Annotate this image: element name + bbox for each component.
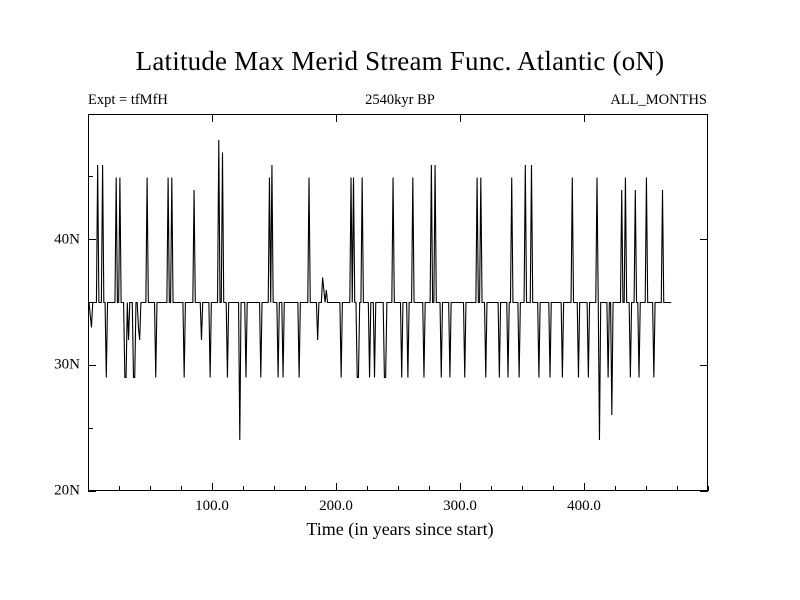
- experiment-label: Expt = tfMfH: [88, 92, 168, 108]
- y-minor-tick: [88, 302, 93, 303]
- x-tick-label: 400.0: [567, 498, 601, 514]
- x-minor-tick: [708, 486, 709, 491]
- x-minor-tick: [274, 486, 275, 491]
- y-tick-label: 40N: [54, 231, 80, 248]
- x-minor-tick: [243, 486, 244, 491]
- series-line: [89, 115, 707, 490]
- x-tick-mark: [460, 483, 461, 491]
- x-tick-mark: [584, 483, 585, 491]
- y-tick-mark: [88, 239, 96, 240]
- x-minor-tick: [646, 486, 647, 491]
- y-tick-mark-right: [700, 365, 708, 366]
- plot-area: [88, 114, 708, 491]
- x-tick-mark-top: [336, 114, 337, 122]
- chart-subtitle: 2540kyr BP: [365, 92, 435, 108]
- x-tick-label: 200.0: [319, 498, 353, 514]
- x-tick-mark: [336, 483, 337, 491]
- x-minor-tick: [615, 486, 616, 491]
- x-tick-mark-top: [212, 114, 213, 122]
- x-minor-tick: [305, 486, 306, 491]
- y-tick-label: 20N: [54, 482, 80, 499]
- months-label: ALL_MONTHS: [610, 92, 707, 108]
- x-minor-tick: [491, 486, 492, 491]
- x-minor-tick: [119, 486, 120, 491]
- y-tick-mark: [88, 491, 96, 492]
- y-tick-mark: [88, 365, 96, 366]
- x-axis-label: Time (in years since start): [306, 519, 494, 539]
- x-minor-tick: [181, 486, 182, 491]
- x-minor-tick: [150, 486, 151, 491]
- x-tick-label: 100.0: [195, 498, 229, 514]
- y-minor-tick: [88, 114, 93, 115]
- y-tick-label: 30N: [54, 356, 80, 373]
- x-minor-tick: [522, 486, 523, 491]
- x-minor-tick: [429, 486, 430, 491]
- chart-title: Latitude Max Merid Stream Func. Atlantic (oN): [135, 46, 665, 76]
- x-minor-tick: [553, 486, 554, 491]
- y-tick-mark-right: [700, 239, 708, 240]
- x-minor-tick: [88, 486, 89, 491]
- y-minor-tick: [88, 428, 93, 429]
- x-minor-tick: [367, 486, 368, 491]
- x-tick-mark-top: [584, 114, 585, 122]
- x-tick-mark-top: [460, 114, 461, 122]
- y-minor-tick: [88, 176, 93, 177]
- x-minor-tick: [398, 486, 399, 491]
- x-tick-mark: [212, 483, 213, 491]
- x-minor-tick: [677, 486, 678, 491]
- x-tick-label: 300.0: [443, 498, 477, 514]
